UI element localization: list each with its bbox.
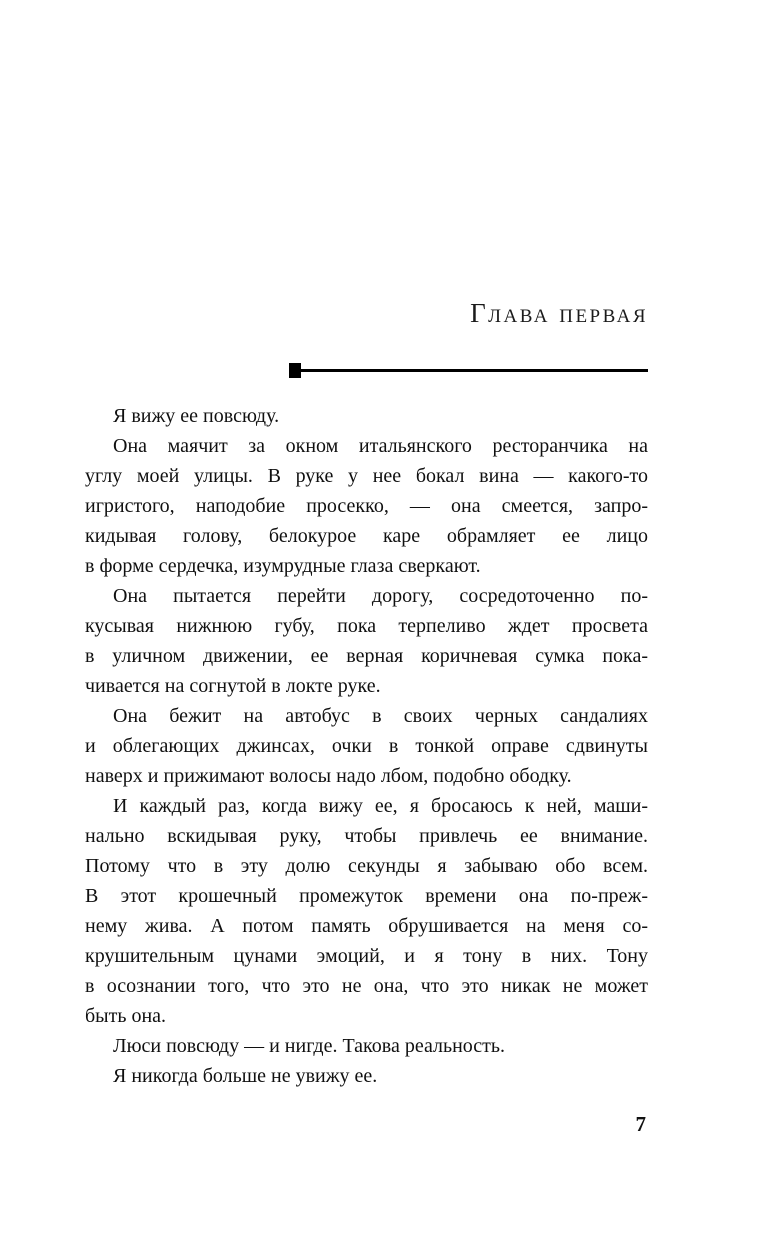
paragraph [85,581,648,701]
text-line: в осознании того, что это не она, что это никак не может [85,975,648,997]
text-line: Она бежит на автобус в своих черных сандалиях [113,705,648,727]
paragraph [85,1031,648,1061]
text-line: игристого, наподобие просекко, — она смеется, запро- [85,495,648,517]
text-line: нально вскидывая руку, чтобы привлечь ее внимание. [85,825,648,847]
paragraph [85,701,648,791]
text-line: быть она. [85,1005,167,1027]
text-line: и облегающих джинсах, очки в тонкой оправе сдвинуты [85,735,648,757]
text-line: кусывая нижнюю губу, пока терпеливо ждет просвета [85,615,648,637]
text-line: углу моей улицы. В руке у нее бокал вина — какого-то [85,465,648,487]
chapter-text [85,401,648,1091]
text-line: Она пытается перейти дорогу, сосредоточенно по- [113,585,648,607]
text-line: в уличном движении, ее верная коричневая сумка пока- [85,645,648,667]
text-line: в форме сердечка, изумрудные глаза сверкают. [85,555,481,577]
text-line: чивается на согнутой в локте руке. [85,675,381,697]
divider-line [301,369,648,372]
paragraph [85,401,648,431]
text-line: крушительным цунами эмоций, и я тону в них. Тону [85,945,648,967]
text-line: Люси повсюду — и нигде. Такова реальность. [113,1035,506,1057]
chapter-divider [289,363,648,378]
page-number: 7 [635,1112,646,1136]
text-line: И каждый раз, когда вижу ее, я бросаюсь к ней, маши- [113,795,648,817]
text-line: наверх и прижимают волосы надо лбом, подобно ободку. [85,765,572,787]
text-line: Она маячит за окном итальянского ресторанчика на [113,435,648,457]
text-line: В этот крошечный промежуток времени она по-преж- [85,885,648,907]
paragraph [85,431,648,581]
text-line: кидывая голову, белокурое каре обрамляет ее лицо [85,525,648,547]
text-line: Я вижу ее повсюду. [113,405,280,427]
text-line: нему жива. А потом память обрушивается на меня со- [85,915,648,937]
paragraph [85,791,648,1031]
text-line: Я никогда больше не увижу ее. [113,1065,378,1087]
chapter-title: Глава первая [470,298,648,328]
divider-square-icon [289,363,301,378]
text-line: Потому что в эту долю секунды я забываю обо всем. [85,855,648,877]
paragraph [85,1061,648,1091]
